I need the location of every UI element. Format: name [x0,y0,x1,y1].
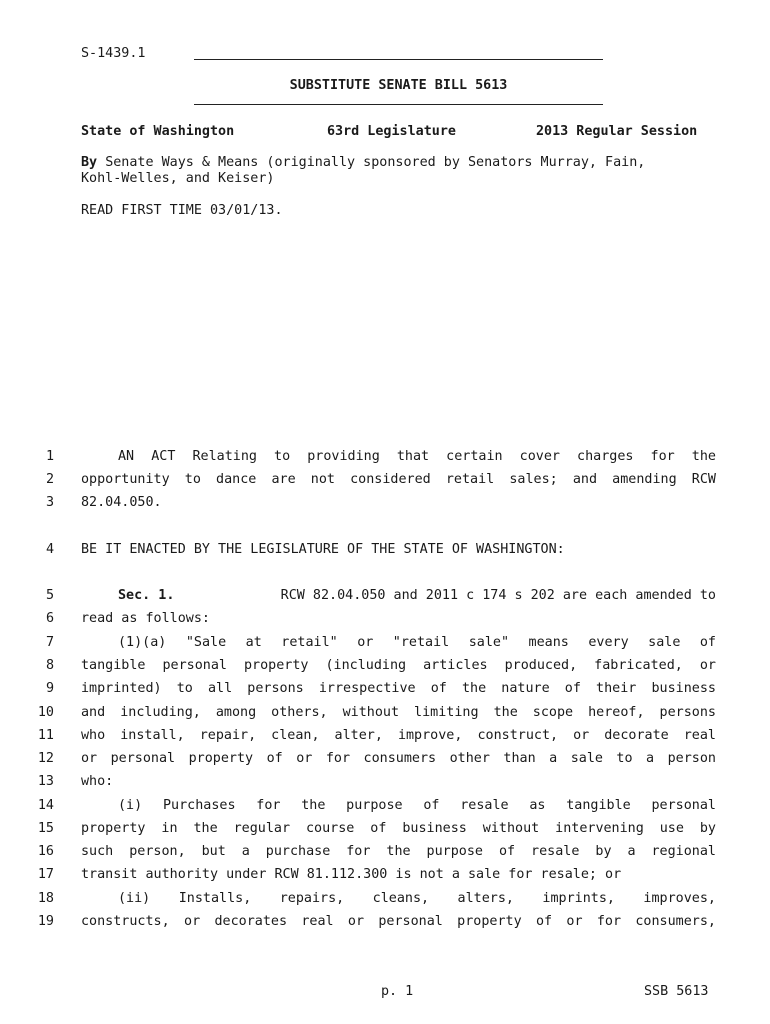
sponsor-line-1 [81,155,645,170]
body-line: who install, repair, clean, alter, improve, construct, or decorate real [81,728,716,743]
page-number: p. 1 [381,984,414,999]
session-label: 2013 Regular Session [536,124,698,139]
line-number: 4 [45,542,54,557]
body-line: transit authority under RCW 81.112.300 is not a sale for resale; or [81,867,622,882]
section-heading [118,588,716,603]
line-number: 9 [45,681,54,696]
body-line: (1)(a) "Sale at retail" or "retail sale" means every sale of [118,635,716,650]
footer-bill-ref: SSB 5613 [644,984,709,999]
sponsor-line-2: Kohl-Welles, and Keiser) [81,171,275,186]
line-number: 12 [37,751,54,766]
sponsor-text-1: Senate Ways & Means (originally sponsored by Senators Murray, Fain, [105,155,646,170]
state-label: State of Washington [81,124,235,139]
body-line: such person, but a purchase for the purpose of resale by a regional [81,844,716,859]
line-number: 19 [37,914,54,929]
body-line: and including, among others, without limiting the scope hereof, persons [81,705,716,720]
body-line: 82.04.050. [81,495,162,510]
line-number: 18 [37,891,54,906]
line-number: 14 [37,798,54,813]
document-code: S-1439.1 [81,46,146,61]
header-rule-top [194,59,603,60]
body-line: property in the regular course of business without intervening use by [81,821,716,836]
section-text: RCW 82.04.050 and 2011 c 174 s 202 are each amended to [280,588,716,603]
body-line: or personal property of or for consumers other than a sale to a person [81,751,716,766]
line-number: 11 [37,728,54,743]
line-number: 1 [45,449,54,464]
line-number: 8 [45,658,54,673]
body-line: AN ACT Relating to providing that certain cover charges for the [118,449,716,464]
body-line: read as follows: [81,611,210,626]
line-number: 13 [37,774,54,789]
legislature-label: 63rd Legislature [327,124,456,139]
header-rule-bottom [194,104,603,105]
line-number: 16 [37,844,54,859]
body-line: (i) Purchases for the purpose of resale as tangible personal [118,798,716,813]
section-label: Sec. 1. [118,588,175,603]
by-label: By [81,155,98,170]
body-line: (ii) Installs, repairs, cleans, alters, imprints, improves, [118,891,716,906]
line-number: 3 [45,495,54,510]
body-line: opportunity to dance are not considered retail sales; and amending RCW [81,472,716,487]
body-line: who: [81,774,114,789]
line-number: 6 [45,611,54,626]
line-number: 7 [45,635,54,650]
enacting-clause: BE IT ENACTED BY THE LEGISLATURE OF THE STATE OF WASHINGTON: [81,542,565,557]
bill-title: SUBSTITUTE SENATE BILL 5613 [289,78,508,93]
body-line: tangible personal property (including articles produced, fabricated, or [81,658,716,673]
line-number: 15 [37,821,54,836]
read-first-time: READ FIRST TIME 03/01/13. [81,203,283,218]
line-number: 5 [45,588,54,603]
body-line: constructs, or decorates real or personal property of or for consumers, [81,914,716,929]
body-line: imprinted) to all persons irrespective of the nature of their business [81,681,716,696]
line-number: 10 [37,705,54,720]
line-number: 17 [37,867,54,882]
line-number: 2 [45,472,54,487]
